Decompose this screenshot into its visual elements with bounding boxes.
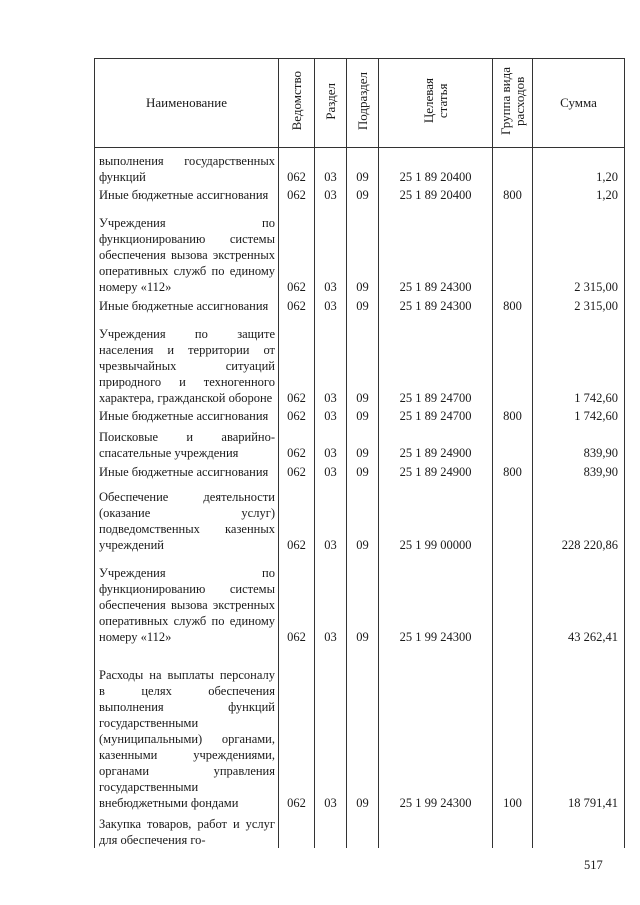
table-row [95, 553, 625, 645]
cell-podrazdel: 09 [347, 424, 379, 461]
cell-name: Учреждения по функционированию системы обеспечения вызова экстренных оперативных служб по единому номеру «112» [95, 203, 279, 295]
cell-name: Учреждения по защите населения и территории от чрезвычайных ситуаций природного и техногенного характера, гражданской обороне [95, 314, 279, 406]
cell-vedomstvo: 062 [279, 424, 315, 461]
header-razdel-label: Раздел [322, 82, 338, 120]
cell-razdel: 03 [315, 295, 347, 313]
cell-podrazdel: 09 [347, 203, 379, 295]
cell-celevaya-statya: 25 1 89 20400 [379, 148, 493, 185]
table-row [95, 406, 625, 424]
cell-razdel: 03 [315, 185, 347, 203]
cell-name: Иные бюджетные ассигнования [95, 185, 279, 203]
cell-gruppa-vida-rashodov [493, 811, 533, 848]
cell-vedomstvo: 062 [279, 645, 315, 811]
cell-name: выполнения государственных функций [95, 148, 279, 185]
cell-summa: 1 742,60 [533, 406, 625, 424]
cell-summa: 839,90 [533, 461, 625, 479]
cell-name: Поисковые и аварийно-спасательные учреждения [95, 424, 279, 461]
table-row [95, 461, 625, 479]
cell-vedomstvo: 062 [279, 314, 315, 406]
header-podrazdel-label: Подраздел [354, 71, 370, 131]
cell-podrazdel: 09 [347, 645, 379, 811]
header-celevaya-statya [379, 59, 493, 148]
cell-gruppa-vida-rashodov: 800 [493, 461, 533, 479]
table-row [95, 314, 625, 406]
header-summa: Сумма [533, 59, 625, 148]
table-row [95, 148, 625, 185]
header-name: Наименование [95, 59, 279, 148]
cell-vedomstvo: 062 [279, 148, 315, 185]
cell-summa: 228 220,86 [533, 480, 625, 554]
cell-name: Обеспечение деятельности (оказание услуг) подведомственных казенных учреждений [95, 480, 279, 554]
cell-summa: 839,90 [533, 424, 625, 461]
cell-vedomstvo: 062 [279, 406, 315, 424]
cell-summa: 43 262,41 [533, 553, 625, 645]
cell-razdel: 03 [315, 553, 347, 645]
cell-razdel: 03 [315, 645, 347, 811]
cell-podrazdel: 09 [347, 295, 379, 313]
header-razdel [315, 59, 347, 148]
header-row [95, 59, 625, 148]
cell-vedomstvo: 062 [279, 185, 315, 203]
cell-podrazdel: 09 [347, 461, 379, 479]
cell-name: Расходы на выплаты персоналу в целях обеспечения выполнения функций государственными (муниципальными) органами, казенными учреждениями, органами управления государственными внебюджетными фондами [95, 645, 279, 811]
cell-podrazdel: 09 [347, 185, 379, 203]
cell-celevaya-statya: 25 1 99 24300 [379, 553, 493, 645]
page-number: 517 [584, 858, 603, 872]
cell-summa: 1 742,60 [533, 314, 625, 406]
cell-razdel: 03 [315, 314, 347, 406]
cell-gruppa-vida-rashodov [493, 203, 533, 295]
cell-summa: 18 791,41 [533, 645, 625, 811]
cell-gruppa-vida-rashodov: 100 [493, 645, 533, 811]
cell-vedomstvo: 062 [279, 295, 315, 313]
cell-vedomstvo: 062 [279, 203, 315, 295]
cell-gruppa-vida-rashodov [493, 480, 533, 554]
cell-vedomstvo [279, 811, 315, 848]
table-row [95, 203, 625, 295]
cell-name: Учреждения по функционированию системы обеспечения вызова экстренных оперативных служб по единому номеру «112» [95, 553, 279, 645]
table-row [95, 185, 625, 203]
budget-table [94, 58, 625, 848]
cell-summa [533, 811, 625, 848]
cell-razdel: 03 [315, 480, 347, 554]
header-vedomstvo-label: Ведомство [288, 71, 304, 131]
cell-name: Иные бюджетные ассигнования [95, 406, 279, 424]
cell-gruppa-vida-rashodov: 800 [493, 406, 533, 424]
cell-celevaya-statya: 25 1 89 20400 [379, 185, 493, 203]
cell-celevaya-statya: 25 1 99 00000 [379, 480, 493, 554]
table-row [95, 295, 625, 313]
cell-summa: 1,20 [533, 148, 625, 185]
cell-gruppa-vida-rashodov [493, 148, 533, 185]
cell-razdel: 03 [315, 203, 347, 295]
header-celevaya-statya-label: Целевая статья [420, 78, 450, 124]
cell-gruppa-vida-rashodov [493, 314, 533, 406]
cell-razdel: 03 [315, 406, 347, 424]
cell-gruppa-vida-rashodov [493, 424, 533, 461]
cell-name: Закупка товаров, работ и услуг для обеспечения го- [95, 811, 279, 848]
cell-celevaya-statya: 25 1 89 24300 [379, 203, 493, 295]
cell-gruppa-vida-rashodov: 800 [493, 185, 533, 203]
cell-summa: 1,20 [533, 185, 625, 203]
cell-name: Иные бюджетные ассигнования [95, 461, 279, 479]
cell-name: Иные бюджетные ассигнования [95, 295, 279, 313]
table-body [95, 148, 625, 849]
header-gruppa-vida-rashodov [493, 59, 533, 148]
cell-vedomstvo: 062 [279, 461, 315, 479]
table-row [95, 645, 625, 811]
cell-podrazdel: 09 [347, 314, 379, 406]
table-row [95, 811, 625, 848]
cell-razdel: 03 [315, 148, 347, 185]
cell-celevaya-statya: 25 1 89 24700 [379, 314, 493, 406]
cell-vedomstvo: 062 [279, 480, 315, 554]
cell-summa: 2 315,00 [533, 295, 625, 313]
cell-celevaya-statya: 25 1 89 24300 [379, 295, 493, 313]
table-row [95, 424, 625, 461]
header-vedomstvo [279, 59, 315, 148]
cell-podrazdel: 09 [347, 406, 379, 424]
cell-podrazdel [347, 811, 379, 848]
cell-celevaya-statya: 25 1 89 24700 [379, 406, 493, 424]
cell-gruppa-vida-rashodov [493, 553, 533, 645]
cell-vedomstvo: 062 [279, 553, 315, 645]
table-row [95, 480, 625, 554]
cell-podrazdel: 09 [347, 553, 379, 645]
cell-podrazdel: 09 [347, 480, 379, 554]
cell-razdel: 03 [315, 461, 347, 479]
cell-podrazdel: 09 [347, 148, 379, 185]
cell-celevaya-statya: 25 1 89 24900 [379, 424, 493, 461]
cell-summa: 2 315,00 [533, 203, 625, 295]
cell-celevaya-statya [379, 811, 493, 848]
cell-razdel [315, 811, 347, 848]
cell-gruppa-vida-rashodov: 800 [493, 295, 533, 313]
cell-celevaya-statya: 25 1 99 24300 [379, 645, 493, 811]
header-podrazdel [347, 59, 379, 148]
cell-celevaya-statya: 25 1 89 24900 [379, 461, 493, 479]
header-gruppa-vida-rashodov-label: Группа вида расходов [497, 67, 527, 135]
cell-razdel: 03 [315, 424, 347, 461]
